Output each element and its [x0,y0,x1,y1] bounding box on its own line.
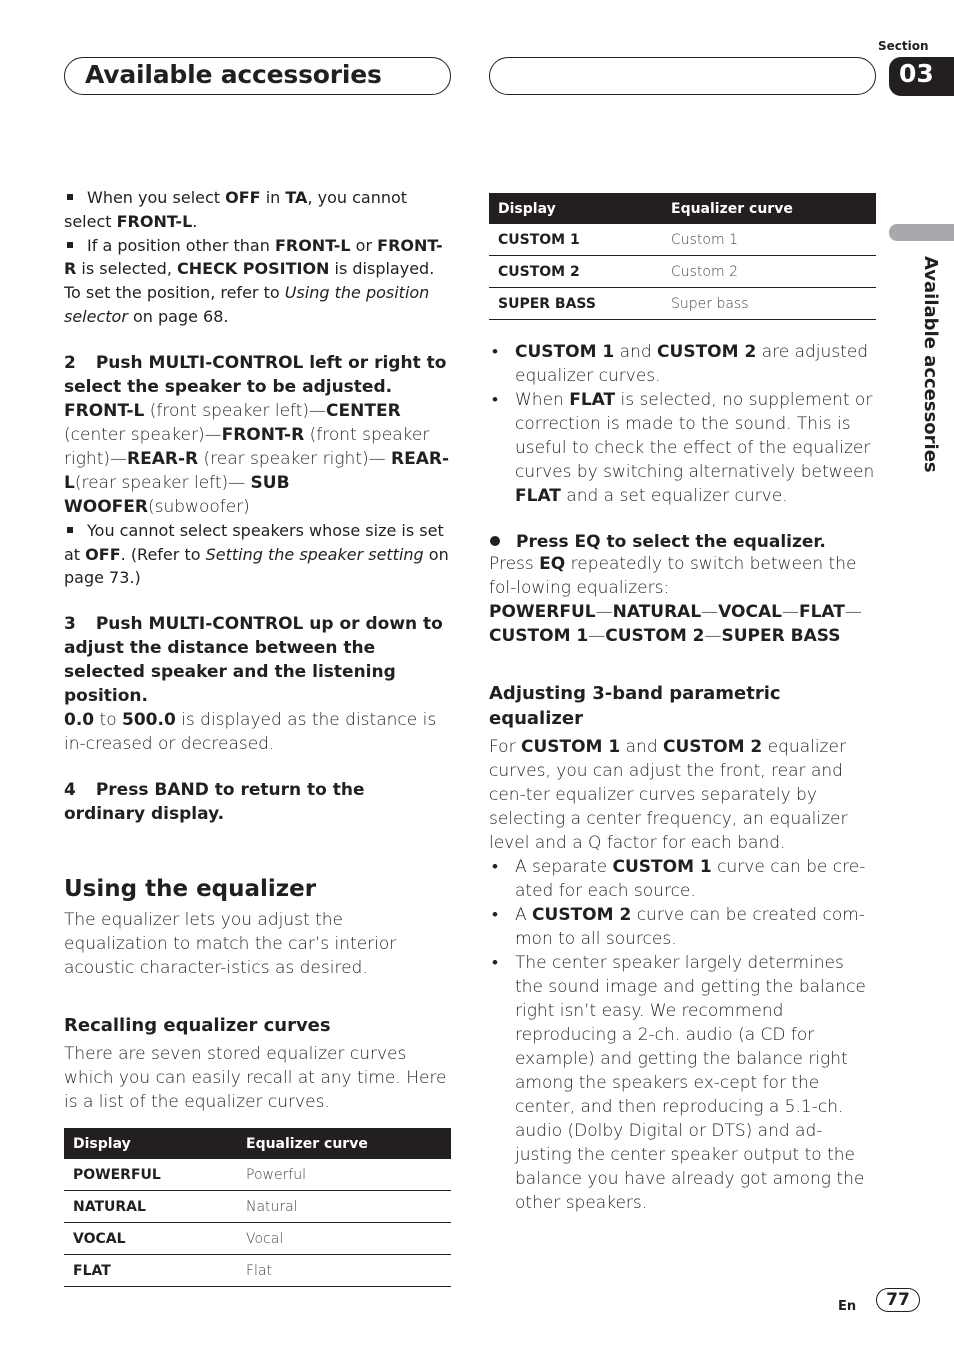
note-position: If a position other than FRONT-L or FRONT-R is selected, CHECK POSITION is displayed. To set the position, refer to Using the position selector on page 68. [64,235,443,326]
table-cell: NATURAL [64,1191,237,1223]
press-eq-body: Press EQ repeatedly to switch between the fol-lowing equalizers: [489,554,857,598]
table-row [489,288,876,320]
step-2: 2 Push MULTI-CONTROL left or right to select the speaker to be adjusted. [64,352,447,397]
table-cell: CUSTOM 1 [489,224,662,256]
section-number-badge: 03 [889,57,954,96]
square-bullet-icon [67,242,73,248]
table-header-cell: Display [489,193,662,224]
side-label: Available accessories [920,256,941,473]
table-cell: POWERFUL [64,1159,237,1191]
recalling-body: There are seven stored equalizer curves which you can easily recall at any time. Here is a list of the equalizer curves. [64,1044,447,1113]
step-2-body: FRONT-L (front speaker left)—CENTER (center speaker)—FRONT-R (front speaker right)—REAR-R (rear speaker right)— REAR-L(rear speaker left)— SUB WOOFER(subwoofer) [64,400,450,517]
list-item: • When FLAT is selected, no supplement or correction is made to the sound. This is useful to check the effect of the equalizer curves by switching alternatively between FLAT and a set equalizer curve. [489,388,876,508]
square-bullet-icon [67,194,73,200]
table-cell: VOCAL [64,1223,237,1255]
custom-bullets [489,340,876,508]
list-item: • CUSTOM 1 and CUSTOM 2 are adjusted equalizer curves. [489,340,876,388]
table-header-cell: Equalizer curve [237,1128,451,1159]
heading-adjusting-parametric: Adjusting 3-band parametric equalizer [489,683,781,729]
table-cell: Custom 2 [662,256,876,288]
header-title-box [64,57,451,95]
equalizer-intro: The equalizer lets you adjust the equalization to match the car’s interior acoustic character-istics as desired. [64,910,397,979]
table-cell: FLAT [64,1255,237,1287]
note-ta: When you select OFF in TA, you cannot select FRONT-L. [64,188,408,231]
square-bullet-icon [67,527,73,533]
step-4: 4 Press BAND to return to the ordinary display. [64,780,365,825]
table-cell: Vocal [237,1223,451,1255]
adjusting-bullets [489,855,876,1215]
equalizer-table-1 [64,1128,451,1287]
table-header-cell: Equalizer curve [662,193,876,224]
table-cell: Super bass [662,288,876,320]
heading-using-equalizer: Using the equalizer [64,876,317,903]
heading-recalling-curves: Recalling equalizer curves [64,1015,331,1037]
list-item: • The center speaker largely determines the sound image and getting the balance right isn’t easy. We recommend reproducing a 2-ch. audio (a CD for example) and getting the balance right among the speakers ex-cept for the center, and then reproducing a 5.1-ch. audio (Dolby Digital or DTS) and ad-justing the center speaker output to the balance you have already got among the other speakers. [489,951,876,1215]
table-header-cell: Display [64,1128,237,1159]
circle-bullet-icon [490,536,500,546]
table-row [64,1191,451,1223]
header-blank-box [489,57,876,95]
step-3-body: 0.0 to 500.0 is displayed as the distance is in-creased or decreased. [64,710,437,755]
table-cell: SUPER BASS [489,288,662,320]
step-press-eq: Press EQ to select the equalizer. [489,532,876,552]
table-row [64,1223,451,1255]
table-cell: CUSTOM 2 [489,256,662,288]
table-row [64,1159,451,1191]
side-tab-marker [889,224,954,241]
equalizer-table-2 [489,193,876,320]
table-header-row [489,193,876,224]
table-cell: Flat [237,1255,451,1287]
table-cell: Custom 1 [662,224,876,256]
left-column [64,186,451,1287]
list-item: • A CUSTOM 2 curve can be created com-mon to all sources. [489,903,876,951]
adjusting-body: For CUSTOM 1 and CUSTOM 2 equalizer curves, you can adjust the front, rear and cen-ter equalizer curves separately by selecting a center frequency, an equalizer level and a Q factor for each band. [489,737,848,853]
list-item: • A separate CUSTOM 1 curve can be cre-ated for each source. [489,855,876,903]
table-row [64,1255,451,1287]
section-label: Section [878,39,929,53]
page-number: 77 [876,1288,920,1312]
right-column [489,193,876,1215]
page-title: Available accessories [85,60,382,89]
equalizer-sequence: POWERFUL—NATURAL—VOCAL—FLAT—CUSTOM 1—CUSTOM 2—SUPER BASS [489,602,862,646]
step-2-note: You cannot select speakers whose size is set at OFF. (Refer to Setting the speaker setting on page 73.) [64,520,449,588]
step-3: 3 Push MULTI-CONTROL up or down to adjust the distance between the selected speaker and the listening position. [64,614,443,707]
table-row [489,256,876,288]
table-cell: Powerful [237,1159,451,1191]
table-header-row [64,1128,451,1159]
table-row [489,224,876,256]
table-cell: Natural [237,1191,451,1223]
language-label: En [838,1299,857,1314]
